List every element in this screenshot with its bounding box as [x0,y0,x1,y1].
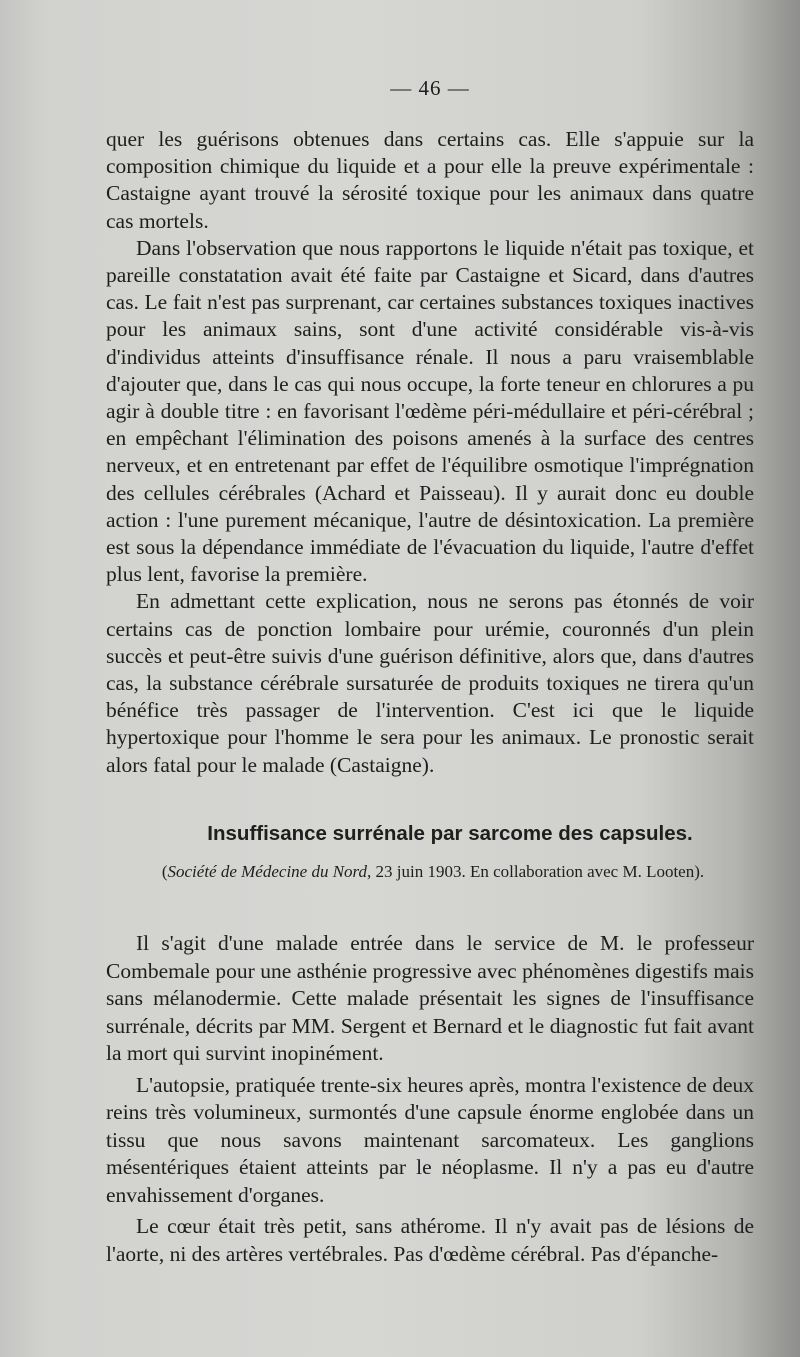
section-2-text [106,930,754,1268]
paragraph-continuation: quer les guérisons obtenues dans certains cas. Elle s'appuie sur la composition chimique du liquide et a pour elle la preuve expérimentale : Castaigne ayant trouvé la sérosité toxique pour les animaux dans quatre cas mortels. [106,127,754,233]
citation [108,862,758,882]
citation-details: 23 juin 1903. En collaboration avec M. Looten). [371,862,705,881]
citation-journal: Société de Médecine du Nord, [167,862,372,881]
citation-open: ( [161,862,168,881]
section-1-text [106,126,754,779]
paragraph: L'autopsie, pratiquée trente-six heures après, montra l'existence de deux reins très volumineux, surmontés d'une capsule énorme englobée dans un tissu que nous savons maintenant sarcomateux. Les ganglions mésentériques étaient atteints par le néoplasme. Il n'y a pas eu d'autre envahissement d'organes. [106,1072,754,1207]
paragraph: Le cœur était très petit, sans athérome. Il n'y avait pas de lésions de l'aorte, ni des artères vertébrales. Pas d'œdème cérébral. Pas d'épanche- [106,1214,754,1266]
section-heading: Insuffisance surrénale par sarcome des capsules. [207,822,693,845]
page-number: — 46 — [390,76,470,100]
paragraph: Il s'agit d'une malade entrée dans le service de M. le professeur Combemale pour une asthénie progressive avec phénomènes digestifs mais sans mélanodermie. Cette malade présentait les signes de l'insuffisance surrénale, décrits par MM. Sergent et Bernard et le diagnostic fut fait avant la mort qui survint inopinément. [106,931,754,1065]
paragraph: En admettant cette explication, nous ne serons pas étonnés de voir certains cas de ponction lombaire pour urémie, couronnés d'un plein succès et peut-être suivis d'une guérison définitive, alors que, dans d'autres cas, la substance cérébrale sursaturée de produits toxiques ne tirera qu'un bénéfice très passager de l'intervention. C'est ici que le liquide hypertoxique pour l'homme le sera pour les animaux. Le pronostic serait alors fatal pour le malade (Castaigne). [106,589,754,777]
paragraph: Dans l'observation que nous rapportons le liquide n'était pas toxique, et pareille constatation avait été faite par Castaigne et Sicard, dans d'autres cas. Le fait n'est pas surprenant, car certaines substances toxiques inactives pour les animaux sains, sont d'une activité considérable vis-à-vis d'individus atteints d'insuffisance rénale. Il nous a paru vraisemblable d'ajouter que, dans le cas qui nous occupe, la forte teneur en chlorures a pu agir à double titre : en favorisant l'œdème péri-médullaire et péri-cérébral ; en empêchant l'élimination des poisons amenés à la surface des centres nerveux, et en entretenant par effet de l'équilibre osmotique l'imprégnation des cellules cérébrales (Achard et Paisseau). Il y aurait donc eu double action : l'une purement mécanique, l'autre de désintoxication. La première est sous la dépendance immédiate de l'évacuation du liquide, l'autre d'effet plus lent, favorise la première. [106,235,754,587]
